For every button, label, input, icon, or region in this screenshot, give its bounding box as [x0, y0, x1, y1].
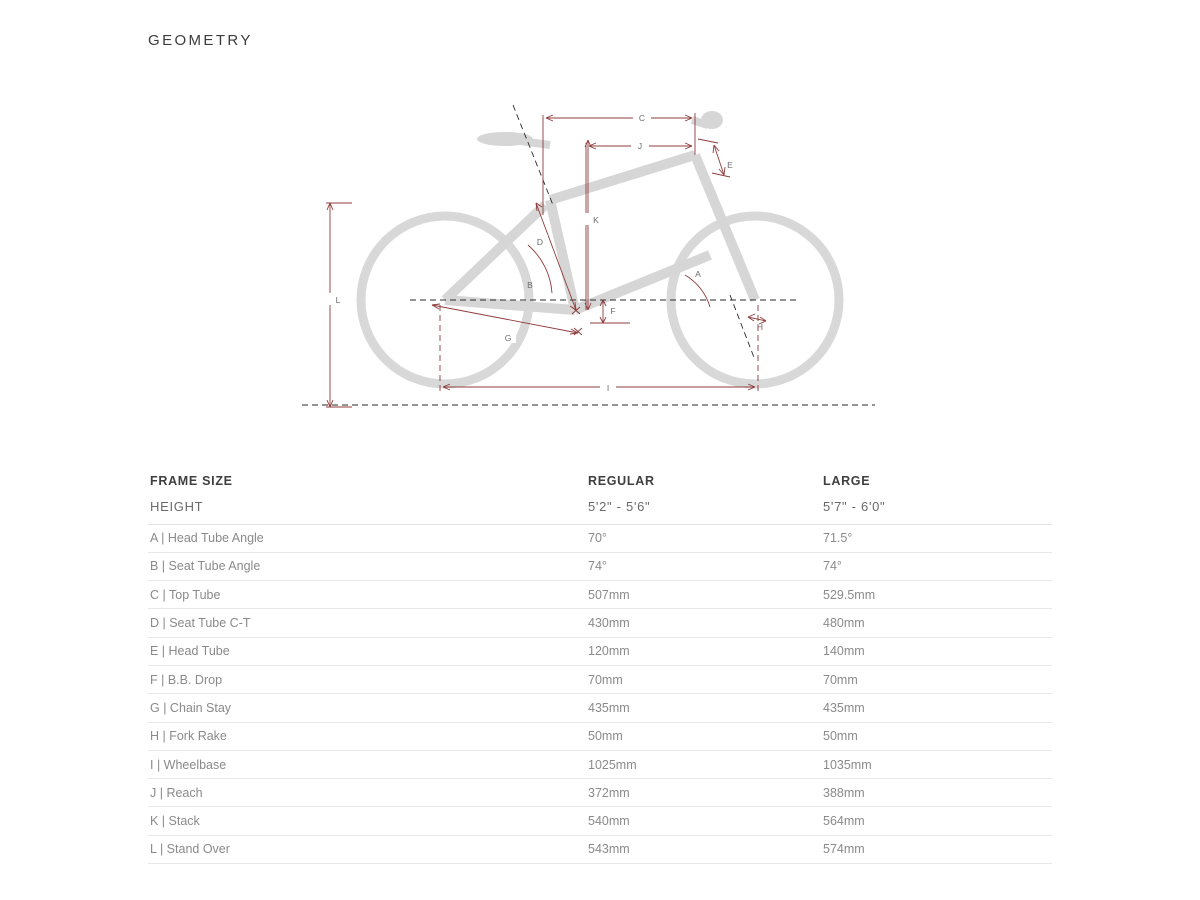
row-value-height-regular: 5'2" - 5'6" — [588, 496, 823, 524]
row-value-large: 529.5mm — [823, 581, 1052, 609]
dim-a-arc — [685, 275, 710, 307]
row-label: G | Chain Stay — [148, 694, 588, 722]
callout-j: J — [637, 141, 643, 151]
row-value-large: 480mm — [823, 609, 1052, 637]
row-value-regular: 543mm — [588, 835, 823, 863]
table-row — [148, 807, 1052, 835]
table-row-height — [148, 496, 1052, 524]
row-label-height: HEIGHT — [148, 496, 588, 524]
row-value-regular: 70mm — [588, 665, 823, 693]
row-label: J | Reach — [148, 779, 588, 807]
row-value-regular: 540mm — [588, 807, 823, 835]
callout-b: B — [527, 280, 533, 290]
table-row — [148, 637, 1052, 665]
row-label: C | Top Tube — [148, 581, 588, 609]
seat-tube-extension — [513, 105, 553, 205]
row-value-large: 71.5° — [823, 524, 1052, 552]
row-label: D | Seat Tube C-T — [148, 609, 588, 637]
row-value-large: 140mm — [823, 637, 1052, 665]
callout-f: F — [610, 306, 616, 316]
row-value-regular: 1025mm — [588, 750, 823, 778]
column-header-frame-size: FRAME SIZE — [150, 474, 233, 488]
callout-d: D — [536, 237, 544, 247]
table-row — [148, 779, 1052, 807]
geometry-table — [148, 470, 1052, 864]
dim-e-ext-top — [698, 139, 718, 143]
callout-h: H — [756, 322, 764, 332]
row-value-large: 70mm — [823, 665, 1052, 693]
table-row — [148, 609, 1052, 637]
row-value-regular: 372mm — [588, 779, 823, 807]
callout-c: C — [638, 113, 646, 123]
row-value-regular: 507mm — [588, 581, 823, 609]
row-value-large: 435mm — [823, 694, 1052, 722]
row-value-regular: 435mm — [588, 694, 823, 722]
dim-e-line — [714, 145, 724, 175]
row-value-regular: 70° — [588, 524, 823, 552]
row-value-regular: 120mm — [588, 637, 823, 665]
row-label: H | Fork Rake — [148, 722, 588, 750]
row-value-regular: 430mm — [588, 609, 823, 637]
geometry-table-body — [148, 470, 1052, 864]
column-header-regular: REGULAR — [588, 474, 655, 488]
table-row — [148, 694, 1052, 722]
row-label: L | Stand Over — [148, 835, 588, 863]
table-row — [148, 835, 1052, 863]
callout-i: I — [606, 383, 610, 393]
row-label: E | Head Tube — [148, 637, 588, 665]
handlebar-grip-silhouette — [701, 111, 723, 129]
column-header-large: LARGE — [823, 474, 871, 488]
row-value-large: 1035mm — [823, 750, 1052, 778]
row-value-regular: 74° — [588, 552, 823, 580]
table-row — [148, 665, 1052, 693]
callout-l: L — [335, 295, 341, 305]
callout-k: K — [593, 215, 599, 225]
fork-extension — [730, 295, 755, 360]
row-label: B | Seat Tube Angle — [148, 552, 588, 580]
row-label: F | B.B. Drop — [148, 665, 588, 693]
page-title: GEOMETRY — [148, 32, 253, 49]
row-value-large: 388mm — [823, 779, 1052, 807]
row-value-large: 564mm — [823, 807, 1052, 835]
row-label: A | Head Tube Angle — [148, 524, 588, 552]
table-row — [148, 552, 1052, 580]
row-label: K | Stack — [148, 807, 588, 835]
callout-a: A — [695, 269, 701, 279]
callout-g: G — [504, 333, 512, 343]
row-label: I | Wheelbase — [148, 750, 588, 778]
row-value-regular: 50mm — [588, 722, 823, 750]
table-row — [148, 722, 1052, 750]
geometry-svg — [300, 95, 900, 435]
row-value-large: 574mm — [823, 835, 1052, 863]
bicycle-geometry-diagram — [300, 95, 900, 435]
table-row — [148, 581, 1052, 609]
table-row — [148, 750, 1052, 778]
row-value-height-large: 5'7" - 6'0" — [823, 496, 1052, 524]
table-row — [148, 524, 1052, 552]
row-value-large: 50mm — [823, 722, 1052, 750]
dim-e-ext-bot — [712, 173, 730, 177]
row-value-large: 74° — [823, 552, 1052, 580]
table-header-row — [148, 470, 1052, 496]
callout-e: E — [727, 160, 733, 170]
